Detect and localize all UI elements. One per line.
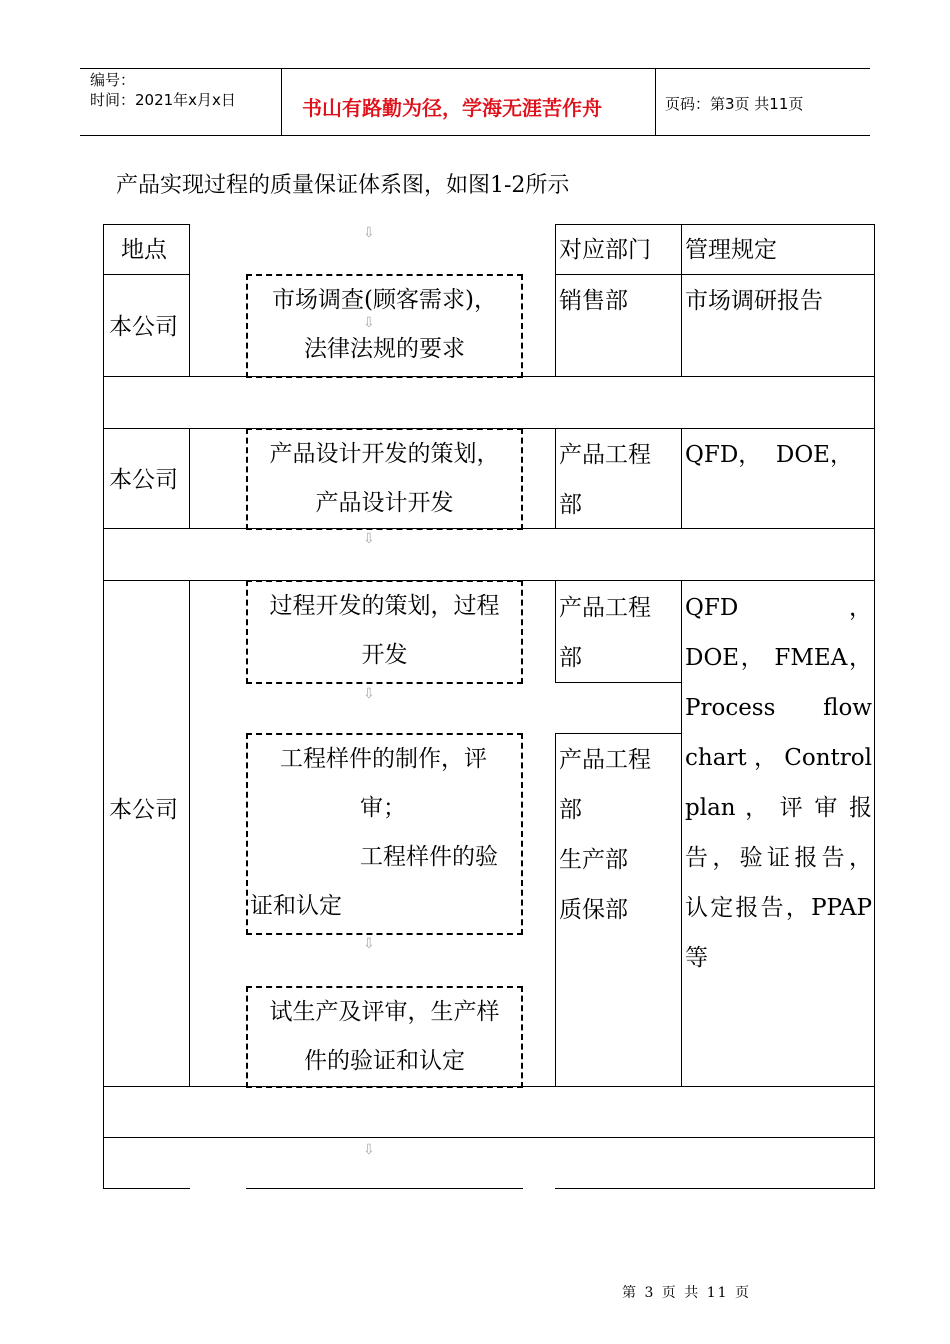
down-arrow-icon: ⇩ [363,936,375,952]
process-box-product-design [246,428,523,530]
gap3-bottom [103,1137,875,1138]
row3-dept-b [559,735,651,935]
process-text: 件的验证和认定 [304,1048,465,1074]
header-motto: 书山有路勤为径，学海无涯苦作舟 [302,96,602,120]
rules-line: chart ， Control [685,745,872,771]
down-arrow-icon: ⇩ [363,315,375,331]
row2-rules-left [681,428,682,529]
process-text: 产品设计开发 [315,490,454,516]
bottom-left [103,1188,190,1189]
process-text: 过程开发的策划，过程 [269,593,500,619]
row3-dept-left-a [555,580,556,683]
row2-dept [559,430,651,530]
rules-line: Process flow [685,695,872,721]
bottom-mid [246,1188,523,1189]
row3-dept-left-b [555,733,556,1087]
header-dept: 对应部门 [559,237,651,263]
process-box-process-development [246,580,523,684]
process-text: 试生产及评审，生产样 [269,999,500,1025]
col-rules-left-header [681,224,682,275]
process-text: 市场调查(顾客需求)， [272,287,497,313]
dept-line: 部 [559,492,582,518]
row3-rules-left [681,580,682,1087]
row1-dept: 销售部 [559,288,628,314]
row3-dept-b-top [555,733,682,734]
rules-line: 认定报告，PPAP [685,895,872,921]
down-arrow-icon: ⇩ [363,1142,375,1158]
process-text: 法律法规的要求 [304,336,465,362]
bottom-right [555,1188,875,1189]
dept-line: 质保部 [559,897,628,923]
down-arrow-icon: ⇩ [363,225,375,241]
row1-dept-left [555,274,556,377]
row3-location: 本公司 [109,797,178,823]
col-loc-right-header [189,224,190,275]
dept-line: 产品工程 [559,747,651,773]
col-dept-left-header [555,224,556,275]
process-text: 工程样件的验 [360,844,498,870]
process-text: 产品设计开发的策划， [269,441,500,467]
row1-rules: 市场调研报告 [685,288,823,314]
process-text: 审； [360,795,406,821]
row3-loc-right [189,580,190,1087]
process-text: 证和认定 [250,893,342,919]
page-footer: 第 3 页 共 11 页 [622,1285,751,1301]
dept-line: 部 [559,645,582,671]
row2-dept-left [555,428,556,529]
rules-line: QFD ， [685,595,872,621]
process-box-market-research [246,274,523,378]
rules-line: 等 [685,945,708,971]
header-divider-1 [281,68,282,136]
row2-location: 本公司 [109,467,178,493]
row1-loc-right [189,274,190,377]
process-text: 开发 [361,642,408,668]
rules-line: plan ， 评 审 报 [685,795,872,821]
down-arrow-icon: ⇩ [363,686,375,702]
header-location: 地点 [121,237,167,263]
row3-dept-a [559,583,651,683]
header-bottom-rule [80,135,870,136]
header-number-label: 编号： [90,71,136,89]
header-time-label: 时间：2021年x月x日 [90,91,236,109]
process-box-engineering-samples [246,733,523,935]
header-rules: 管理规定 [685,237,777,263]
header-top-rule [80,68,870,69]
process-text: 工程样件的制作，评 [280,746,487,772]
process-box-trial-production [246,986,523,1088]
rules-line: 告，验证报告， [685,845,872,871]
row2-loc-right [189,428,190,529]
header-page-label: 页码：第3页 共11页 [665,95,804,113]
figure-caption: 产品实现过程的质量保证体系图，如图1-2所示 [116,173,570,198]
table-right-border [874,224,875,1189]
header-divider-2 [655,68,656,136]
rules-line: DOE， FMEA， [685,645,872,671]
table-left-border [103,224,104,1189]
row1-rules-left [681,274,682,377]
dept-line: 部 [559,797,582,823]
row3-rules [685,583,872,983]
row2-rules: QFD， DOE， [685,442,853,468]
dept-line: 产品工程 [559,595,651,621]
down-arrow-icon: ⇩ [363,531,375,547]
dept-line: 产品工程 [559,442,651,468]
dept-line: 生产部 [559,847,628,873]
row1-location: 本公司 [109,314,178,340]
